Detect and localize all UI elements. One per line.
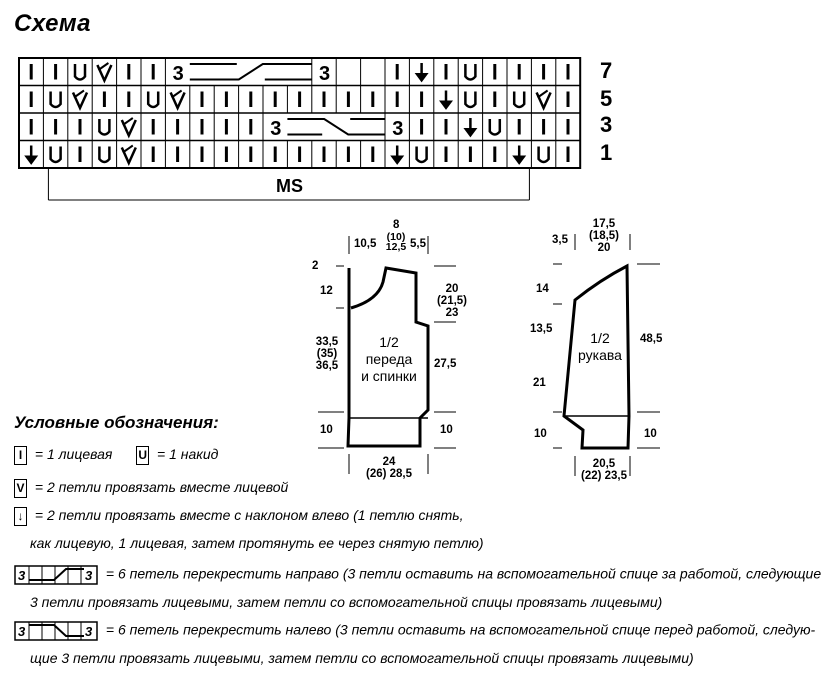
- fb-cuff-right: 10: [440, 424, 453, 436]
- page-title: Схема: [14, 10, 92, 37]
- cable-left-number-end: 3: [85, 624, 93, 639]
- fb-bottom: [350, 456, 428, 480]
- sl-lower: 21: [533, 377, 546, 389]
- legend-knit-text: = 1 лицевая: [31, 446, 113, 463]
- sl-cuff-right: 10: [644, 428, 657, 440]
- ssk-icon: ↓: [14, 507, 27, 526]
- sl-top-0: 17,5: [592, 218, 616, 230]
- legend-k2tog-text: = 2 петли провязать вместе лицевой: [31, 479, 289, 496]
- legend-row-ssk: [14, 507, 464, 526]
- knit-stitch-icon: I: [14, 446, 27, 465]
- legend-row-cable-left-cont: щие 3 петли провязать лицевыми, затем петли со вспомогательной спицы провязать лицевыми): [30, 650, 694, 666]
- legend-cable-left-text: = 6 петель перекрестить налево (3 петли оставить на вспомогательной спице перед работой, следую-: [102, 621, 816, 638]
- sl-top-left: 3,5: [552, 234, 568, 246]
- fb-armhole: 12: [320, 285, 333, 297]
- fb-label-1: переда: [365, 351, 413, 367]
- legend-row-cable-left: [14, 621, 815, 641]
- cable-number: 3: [319, 62, 331, 85]
- fb-side-upper-1: (35): [316, 348, 338, 360]
- legend-ssk-text: = 2 петли провязать вместе с наклоном влево (1 петлю снять,: [31, 507, 464, 524]
- fb-cuff-left: 10: [320, 424, 333, 436]
- legend-row-cable-right-cont: 3 петли провязать лицевыми, затем петли со вспомогательной спицы провязать лицевыми): [30, 594, 663, 610]
- cable-right-icon: [14, 565, 98, 585]
- row-number-7: 7: [600, 58, 613, 83]
- sl-upper: 13,5: [530, 323, 553, 335]
- fb-side-upper: [310, 336, 344, 372]
- fb-top-center: 8: [393, 219, 400, 231]
- cable-right-number-end: 3: [85, 568, 93, 583]
- fb-right-upper-1: (21,5): [436, 295, 468, 307]
- row-number-5: 5: [600, 86, 613, 111]
- legend-yo-text: = 1 накид: [153, 446, 219, 463]
- fb-right-upper: [432, 283, 472, 319]
- k2tog-icon: V: [14, 479, 27, 498]
- ms-label: MS: [270, 176, 309, 197]
- fb-top-right: 5,5: [410, 238, 426, 250]
- sl-cuff-left: 10: [534, 428, 547, 440]
- cable-right-number: 3: [18, 568, 26, 583]
- sl-bottom-0: 20,5: [592, 458, 616, 470]
- cable-left-icon: [14, 621, 98, 641]
- fb-shoulder: 2: [312, 260, 319, 272]
- fb-label-0: 1/2: [379, 334, 399, 350]
- fb-bottom-1: (26) 28,5: [365, 468, 413, 480]
- fb-top-mid-a: (10): [386, 231, 406, 243]
- legend-row-k2tog: [14, 479, 288, 498]
- fb-side-upper-2: 36,5: [315, 360, 339, 372]
- sleeve-label: [572, 330, 628, 364]
- fb-bottom-0: 24: [382, 456, 396, 468]
- fb-label-2: и спинки: [361, 368, 417, 384]
- sl-top-2: 20: [597, 242, 611, 254]
- fb-top-mid: [384, 232, 408, 252]
- fb-top-left: 10,5: [354, 238, 377, 250]
- sl-cap: 14: [536, 283, 549, 295]
- sl-top-1: (18,5): [588, 230, 620, 242]
- fb-right-upper-0: 20: [445, 283, 459, 295]
- sl-label-0: 1/2: [590, 330, 610, 346]
- fb-side-upper-0: 33,5: [315, 336, 339, 348]
- cable-number: 3: [392, 117, 404, 140]
- fb-right-mid: 27,5: [434, 358, 457, 370]
- cable-left-number: 3: [18, 624, 26, 639]
- sl-right-total: 48,5: [640, 333, 663, 345]
- cable-number: 3: [270, 117, 282, 140]
- legend-cable-right-text: = 6 петель перекрестить направо (3 петли оставить на вспомогательной спице за работой, следующие: [102, 565, 821, 582]
- sl-bottom: [570, 458, 638, 482]
- legend-row-knit-yo: [14, 446, 218, 465]
- legend-title: Условные обозначения:: [14, 413, 219, 432]
- sl-label-1: рукава: [578, 347, 622, 363]
- sl-bottom-1: (22) 23,5: [580, 470, 628, 482]
- row-number-1: 1: [600, 140, 613, 165]
- fb-right-upper-2: 23: [445, 307, 459, 319]
- fb-top-mid-b: 12,5: [385, 241, 407, 253]
- yarn-over-icon: U: [136, 446, 149, 465]
- legend-row-ssk-cont: как лицевую, 1 лицевая, затем протянуть ее через снятую петлю): [30, 535, 484, 551]
- row-number-3: 3: [600, 112, 613, 137]
- cable-number: 3: [172, 62, 184, 85]
- front-back-label: [352, 334, 426, 385]
- sl-top: [582, 218, 626, 254]
- legend-row-cable-right: [14, 565, 821, 585]
